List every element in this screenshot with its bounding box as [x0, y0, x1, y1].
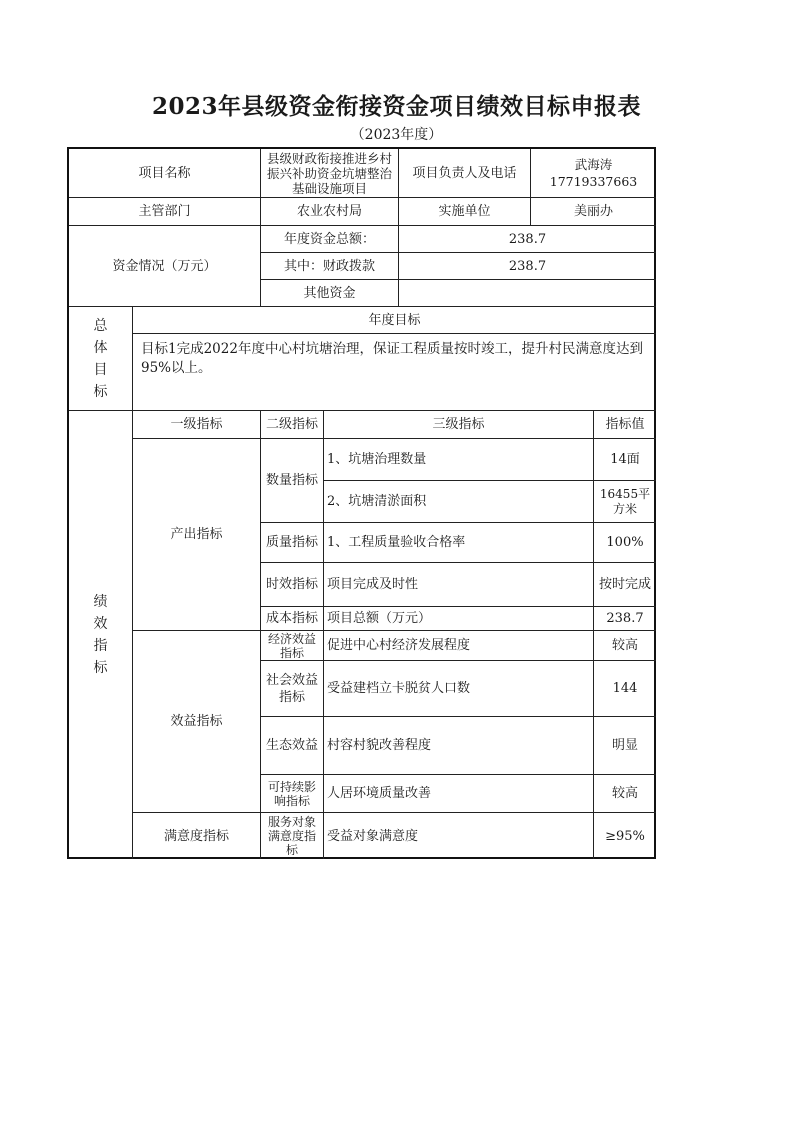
- dept-label: 主管部门: [69, 198, 261, 226]
- time-indicator-label: 时效指标: [261, 563, 324, 607]
- goal-side-label: 总体目标: [69, 307, 133, 411]
- satisfaction-sub-label: 服务对象满意度指标: [261, 813, 324, 859]
- project-contact-label: 项目负责人及电话: [399, 149, 531, 198]
- funds-other-label: 其他资金: [261, 280, 399, 307]
- impl-label: 实施单位: [399, 198, 531, 226]
- quality-name: 1、工程质量验收合格率: [324, 523, 594, 563]
- funds-total-label: 年度资金总额：: [261, 226, 399, 253]
- qty1-value: 14面: [594, 439, 656, 481]
- impl-value: 美丽办: [531, 198, 656, 226]
- qty-indicator-label: 数量指标: [261, 439, 324, 523]
- quality-value: 100%: [594, 523, 656, 563]
- social-name: 受益建档立卡脱贫人口数: [324, 661, 594, 717]
- cost-indicator-label: 成本指标: [261, 607, 324, 631]
- social-indicator-label: 社会效益指标: [261, 661, 324, 717]
- project-name-label: 项目名称: [69, 149, 261, 198]
- qty2-name: 2、坑塘清淤面积: [324, 481, 594, 523]
- qty2-value: 16455平方米: [594, 481, 656, 523]
- funds-other-value: [399, 280, 656, 307]
- cost-value: 238.7: [594, 607, 656, 631]
- header-level3: 三级指标: [324, 411, 594, 439]
- qty1-name: 1、坑塘治理数量: [324, 439, 594, 481]
- eco-value: 明显: [594, 717, 656, 775]
- output-indicator-label: 产出指标: [133, 439, 261, 631]
- header-value: 指标值: [594, 411, 656, 439]
- eco-indicator-label: 生态效益: [261, 717, 324, 775]
- header-level2: 二级指标: [261, 411, 324, 439]
- sustain-name: 人居环境质量改善: [324, 775, 594, 813]
- dept-value: 农业农村局: [261, 198, 399, 226]
- satisfaction-value: ≥95%: [605, 828, 645, 844]
- time-name: 项目完成及时性: [324, 563, 594, 607]
- header-level1: 一级指标: [133, 411, 261, 439]
- benefit-indicator-label: 效益指标: [133, 631, 261, 813]
- funds-fiscal-value: 238.7: [399, 253, 656, 280]
- satisfaction-indicator-label: 满意度指标: [133, 813, 261, 859]
- goal-header: 年度目标: [133, 307, 656, 334]
- sustain-value: 较高: [594, 775, 656, 813]
- eco-name: 村容村貌改善程度: [324, 717, 594, 775]
- funds-label: 资金情况（万元）: [69, 226, 261, 307]
- social-value: 144: [594, 661, 656, 717]
- project-name-value: 县级财政衔接推进乡村振兴补助资金坑塘整治基础设施项目: [261, 149, 399, 198]
- econ-name: 促进中心村经济发展程度: [324, 631, 594, 661]
- document-subtitle: （2023年度）: [350, 127, 443, 143]
- econ-indicator-label: 经济效益指标: [261, 631, 324, 661]
- performance-side-label: 绩效指标: [69, 411, 133, 859]
- project-contact-value: 武海涛17719337663: [531, 149, 656, 198]
- funds-total-value: 238.7: [399, 226, 656, 253]
- document-title: 2023年县级资金衔接资金项目绩效目标申报表: [151, 93, 641, 120]
- performance-table: [67, 147, 656, 859]
- cost-name: 项目总额（万元）: [324, 607, 594, 631]
- quality-indicator-label: 质量指标: [261, 523, 324, 563]
- sustain-indicator-label: 可持续影响指标: [261, 775, 324, 813]
- goal-text: 目标1完成2022年度中心村坑塘治理，保证工程质量按时竣工，提升村民满意度达到95%以上。: [133, 334, 656, 411]
- funds-fiscal-label: 其中：财政拨款: [261, 253, 399, 280]
- satisfaction-name: 受益对象满意度: [324, 813, 594, 859]
- time-value: 按时完成: [594, 563, 656, 607]
- econ-value: 较高: [594, 631, 656, 661]
